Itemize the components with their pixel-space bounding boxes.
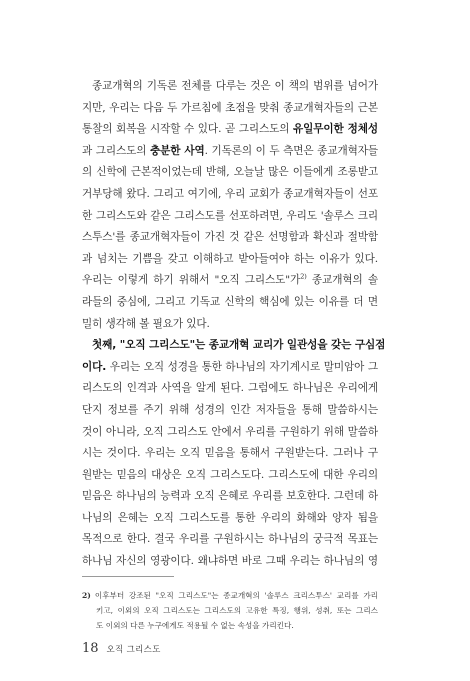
paragraph-2-line-3 <box>82 378 378 400</box>
text-run: 시는 것이다. 우리는 오직 믿음을 통해서 구원받는다. 그러나 구 <box>82 447 378 460</box>
footnote-line-1 <box>82 588 378 603</box>
text-run: 믿음은 하나님의 능력과 오직 은혜로 우리를 보호한다. 그런데 하 <box>82 490 378 503</box>
text-run: 리스도의 인격과 사역을 알게 된다. 그럼에도 하나님은 우리에게 <box>82 382 378 395</box>
text-run: 나님의 은혜는 오직 그리스도를 통한 우리의 화해와 양자 됨을 <box>82 511 378 524</box>
emphasis-first-point-end: 이다. <box>82 360 107 373</box>
page-number: 18 <box>82 641 99 656</box>
text-run: 스투스'를 종교개혁자들이 가진 것 같은 선명함과 확신과 절박함 <box>82 231 378 244</box>
text-run: 우리는 오직 성경을 통한 하나님의 자기계시로 말미암아 그 <box>106 360 378 373</box>
text-run: 밀히 생각해 볼 필요가 있다. <box>82 317 210 330</box>
paragraph-1-line-1 <box>82 76 378 98</box>
paragraph-2-line-11 <box>82 551 378 573</box>
emphasis-sufficient-work: 충분한 사역 <box>150 144 205 157</box>
paragraph-2-line-2 <box>82 357 378 379</box>
text-run: 종교개혁의 솔 <box>306 274 378 287</box>
paragraph-2-line-8 <box>82 486 378 508</box>
text-run: 단지 정보를 주기 위해 성경의 인간 저자들을 통해 말씀하시는 <box>82 403 378 416</box>
paragraph-1-line-3 <box>82 119 378 141</box>
paragraph-1-line-5 <box>82 162 378 184</box>
text-run: 도 이외의 다른 누구에게도 적용될 수 없는 속성을 가리킨다. <box>96 621 294 630</box>
paragraph-2-line-1 <box>82 335 386 357</box>
footnote-divider <box>82 576 174 577</box>
running-title: 오직 그리스도 <box>106 645 161 655</box>
text-run: 원받는 믿음의 대상은 오직 그리스도다. 그리스도에 대한 우리의 <box>82 468 378 481</box>
paragraph-1-line-11 <box>82 292 378 314</box>
paragraph-1-line-6 <box>82 184 378 206</box>
text-run: 과 넘치는 기쁨을 갖고 이해하고 받아들여야 하는 이유가 있다. <box>82 252 378 265</box>
footnote-line-3 <box>82 618 378 633</box>
footnote-ref[interactable]: 2) <box>300 272 307 281</box>
text-run: 이후부터 강조된 "오직 그리스도"는 종교개혁의 '솔루스 크리스투스' 교리를 가리 <box>94 591 378 600</box>
text-run: 키고, 이외의 오직 그리스도는 그리스도의 고유한 특징, 행위, 성취, 또는 그리스 <box>96 606 378 615</box>
emphasis-unique-identity: 유일무이한 정체성 <box>293 123 379 136</box>
text-run: 한 그리스도와 같은 그리스도를 선포하려면, 우리도 '솔루스 크리 <box>82 209 378 222</box>
text-run: 종교개혁의 기독론 전체를 다루는 것은 이 책의 범위를 넘어가 <box>92 80 378 92</box>
text-run: 하나님 자신의 영광이다. 왜냐하면 바로 그때 우리는 하나님의 영 <box>82 555 378 568</box>
paragraph-2-line-4 <box>82 400 378 422</box>
paragraph-1-line-9 <box>82 249 378 271</box>
paragraph-1-line-2 <box>82 98 378 120</box>
page-footer <box>82 641 161 656</box>
text-run: 것이 아니라, 오직 그리스도 안에서 우리를 구원하기 위해 말씀하 <box>82 425 378 438</box>
text-run: 의 신학에 근본적이었는데 반해, 오늘날 많은 이들에게 조롱받고 <box>82 166 378 179</box>
text-run: 지만, 우리는 다음 두 가르침에 초점을 맞춰 종교개혁자들의 근본 <box>82 101 378 114</box>
paragraph-2-line-9 <box>82 508 378 530</box>
paragraph-2-line-5 <box>82 422 378 444</box>
footnote-line-2 <box>82 603 378 618</box>
emphasis-first-point: 첫째, "오직 그리스도"는 종교개혁 교리가 일관성을 갖는 구심점 <box>92 339 386 352</box>
footnote <box>82 588 378 633</box>
paragraph-1-line-4 <box>82 141 378 163</box>
paragraph-2-line-10 <box>82 529 378 551</box>
text-run: 목적으로 한다. 결국 우리를 구원하시는 하나님의 궁극적 목표는 <box>82 533 378 546</box>
paragraph-2-line-6 <box>82 443 378 465</box>
paragraph-1-line-8 <box>82 227 378 249</box>
text-run: 거부당해 왔다. 그리고 여기에, 우리 교회가 종교개혁자들이 선포 <box>82 187 378 200</box>
paragraph-1-line-10 <box>82 270 378 292</box>
text-run: . 기독론의 이 두 측면은 종교개혁자들 <box>204 144 378 157</box>
paragraph-1-line-7 <box>82 206 378 228</box>
body-text <box>82 76 386 573</box>
text-run: 라들의 중심에, 그리고 기독교 신학의 핵심에 있는 이유를 더 면 <box>82 295 378 308</box>
paragraph-2-line-7 <box>82 465 378 487</box>
text-run: 통찰의 회복을 시작할 수 있다. 곧 그리스도의 <box>82 123 293 136</box>
text-run: 우리는 이렇게 하기 위해서 "오직 그리스도"가 <box>82 274 301 287</box>
text-run: 과 그리스도의 <box>82 144 151 157</box>
footnote-number: 2) <box>82 591 91 600</box>
paragraph-1-line-12 <box>82 314 378 336</box>
